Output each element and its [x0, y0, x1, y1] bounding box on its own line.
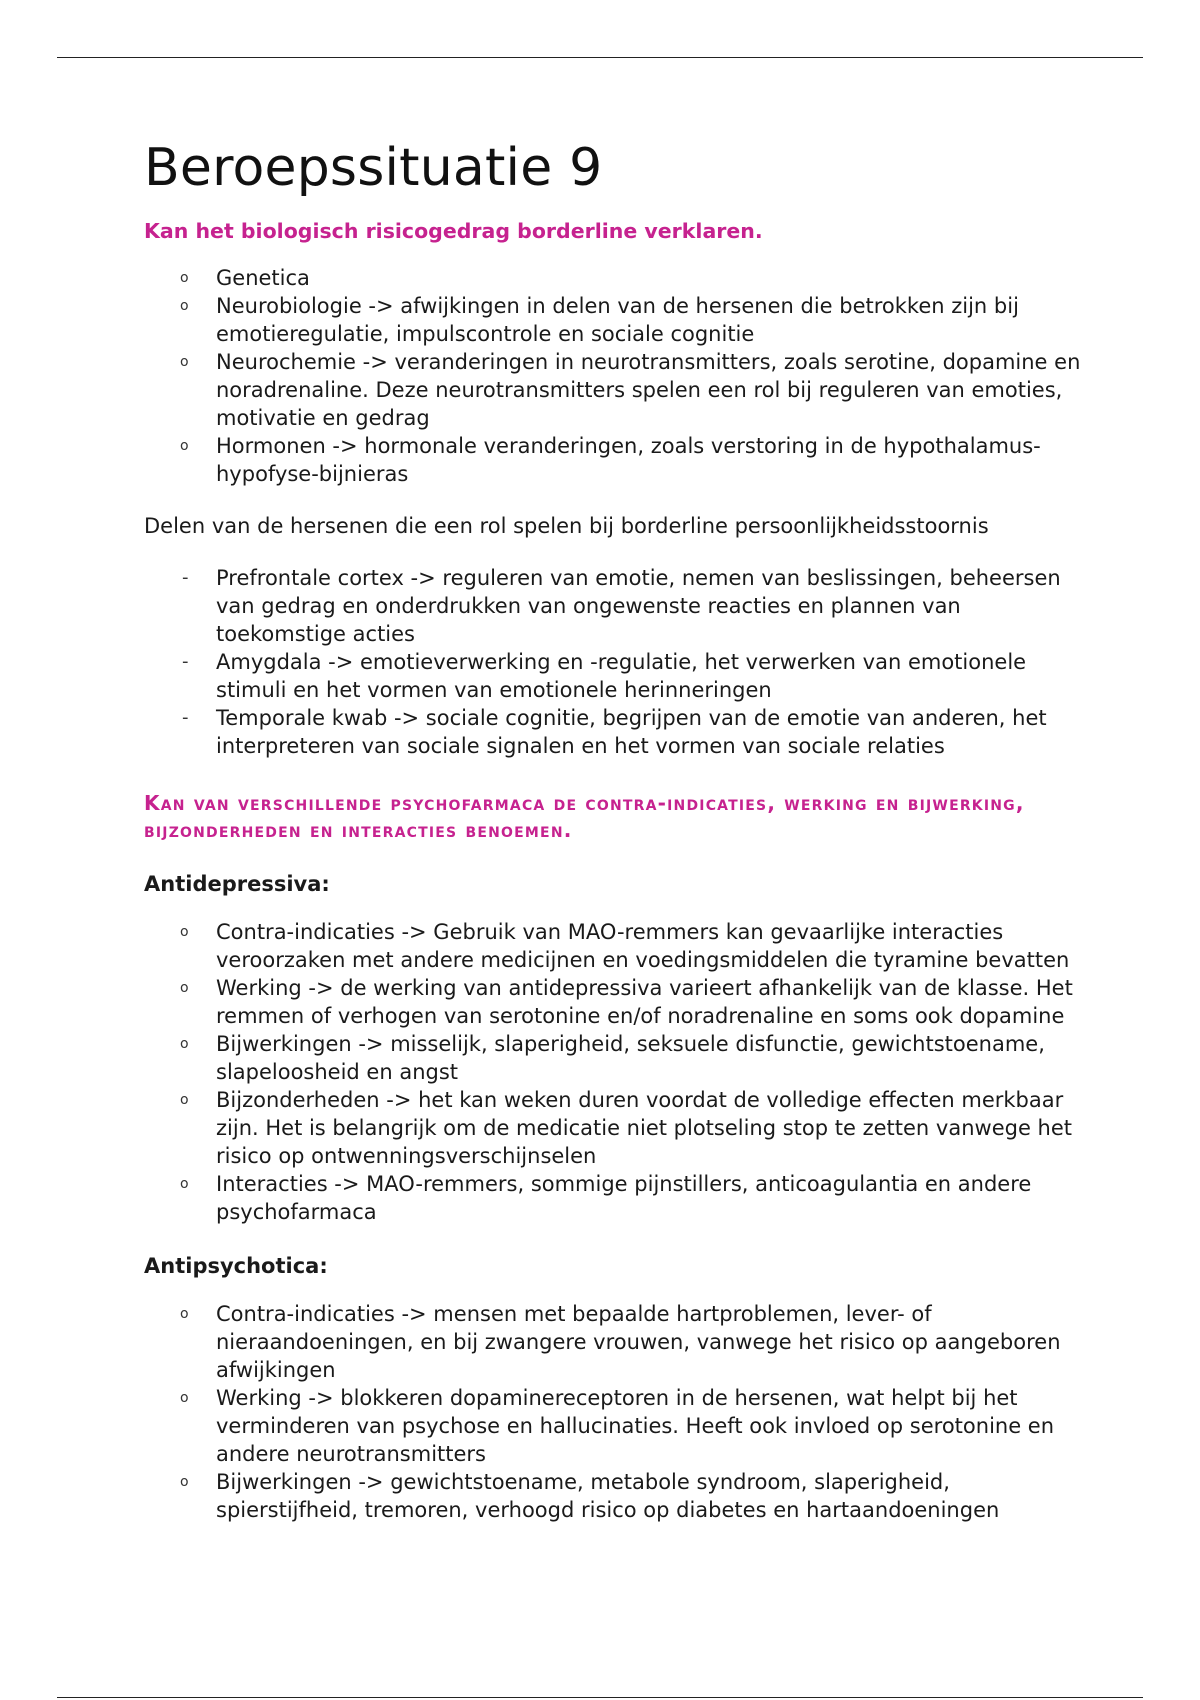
biological-list	[144, 264, 1084, 488]
list-item: o Neurochemie -> veranderingen in neurotransmitters, zoals serotine, dopamine en noradrenaline. Deze neurotransmitters spelen een rol bij reguleren van emoties, motivatie en gedrag	[180, 349, 1081, 430]
circle-bullet-icon: o	[180, 437, 189, 454]
list-item: o Contra-indicaties -> Gebruik van MAO-remmers kan gevaarlijke interacties veroorzaken met andere medicijnen en voedingsmiddelen die tyramine bevatten	[180, 919, 1070, 972]
circle-bullet-icon: o	[180, 923, 189, 940]
circle-bullet-icon: o	[180, 269, 189, 286]
circle-bullet-icon: o	[180, 1091, 189, 1108]
antidepressiva-title: Antidepressiva:	[144, 871, 330, 896]
circle-bullet-icon: o	[180, 353, 189, 370]
list-item: o Genetica	[180, 265, 310, 290]
list-item: o Hormonen -> hormonale veranderingen, zoals verstoring in de hypothalamus-hypofyse-bijnieras	[180, 433, 1041, 486]
list-item: o Bijzonderheden -> het kan weken duren voordat de volledige effecten merkbaar zijn. Het is belangrijk om de medicatie niet plotseling stop te zetten vanwege het risico op ontwenningsverschijnselen	[180, 1087, 1073, 1168]
antipsychotica-title: Antipsychotica:	[144, 1253, 328, 1278]
brain-intro: Delen van de hersenen die een rol spelen bij borderline persoonlijkheidsstoornis	[144, 513, 989, 538]
brain-list	[144, 564, 1084, 760]
dash-bullet-icon: -	[182, 566, 189, 588]
list-item: - Temporale kwab -> sociale cognitie, begrijpen van de emotie van anderen, het interpreteren van sociale signalen en het vormen van sociale relaties	[182, 705, 1047, 758]
heading-biological: Kan het biologisch risicogedrag borderline verklaren.	[144, 219, 763, 244]
document-page	[144, 140, 1084, 1524]
heading-psychofarmaca: Kan van verschillende psychofarmaca de contra-indicaties, werking en bijwerking, bijzonderheden en interacties benoemen.	[144, 790, 1025, 842]
list-item: - Amygdala -> emotieverwerking en -regulatie, het verwerken van emotionele stimuli en het vormen van emotionele herinneringen	[182, 649, 1027, 702]
list-item: o Bijwerkingen -> gewichtstoename, metabole syndroom, slaperigheid, spierstijfheid, tremoren, verhoogd risico op diabetes en hartaandoeningen	[180, 1469, 1000, 1522]
antipsychotica-list	[144, 1300, 1084, 1524]
list-item: o Neurobiologie -> afwijkingen in delen van de hersenen die betrokken zijn bij emotieregulatie, impulscontrole en sociale cognitie	[180, 293, 1019, 346]
dash-bullet-icon: -	[182, 650, 189, 672]
circle-bullet-icon: o	[180, 297, 189, 314]
dash-bullet-icon: -	[182, 706, 189, 728]
list-item: o Contra-indicaties -> mensen met bepaalde hartproblemen, lever- of nieraandoeningen, en bij zwangere vrouwen, vanwege het risico op aangeboren afwijkingen	[180, 1301, 1061, 1382]
top-rule	[57, 57, 1143, 58]
circle-bullet-icon: o	[180, 1389, 189, 1406]
circle-bullet-icon: o	[180, 1305, 189, 1322]
antidepressiva-list	[144, 918, 1084, 1226]
list-item: o Bijwerkingen -> misselijk, slaperigheid, seksuele disfunctie, gewichtstoename, slapeloosheid en angst	[180, 1031, 1045, 1084]
circle-bullet-icon: o	[180, 1473, 189, 1490]
page-title: Beroepssituatie 9	[144, 138, 603, 198]
circle-bullet-icon: o	[180, 1035, 189, 1052]
list-item: o Werking -> de werking van antidepressiva varieert afhankelijk van de klasse. Het remmen of verhogen van serotonine en/of noradrenaline en soms ook dopamine	[180, 975, 1073, 1028]
circle-bullet-icon: o	[180, 979, 189, 996]
circle-bullet-icon: o	[180, 1175, 189, 1192]
list-item: - Prefrontale cortex -> reguleren van emotie, nemen van beslissingen, beheersen van gedrag en onderdrukken van ongewenste reacties en plannen van toekomstige acties	[182, 565, 1061, 646]
list-item: o Werking -> blokkeren dopaminereceptoren in de hersenen, wat helpt bij het verminderen van psychose en hallucinaties. Heeft ook invloed op serotonine en andere neurotransmitters	[180, 1385, 1055, 1466]
bottom-rule	[57, 1697, 1143, 1698]
list-item: o Interacties -> MAO-remmers, sommige pijnstillers, anticoagulantia en andere psychofarmaca	[180, 1171, 1032, 1224]
